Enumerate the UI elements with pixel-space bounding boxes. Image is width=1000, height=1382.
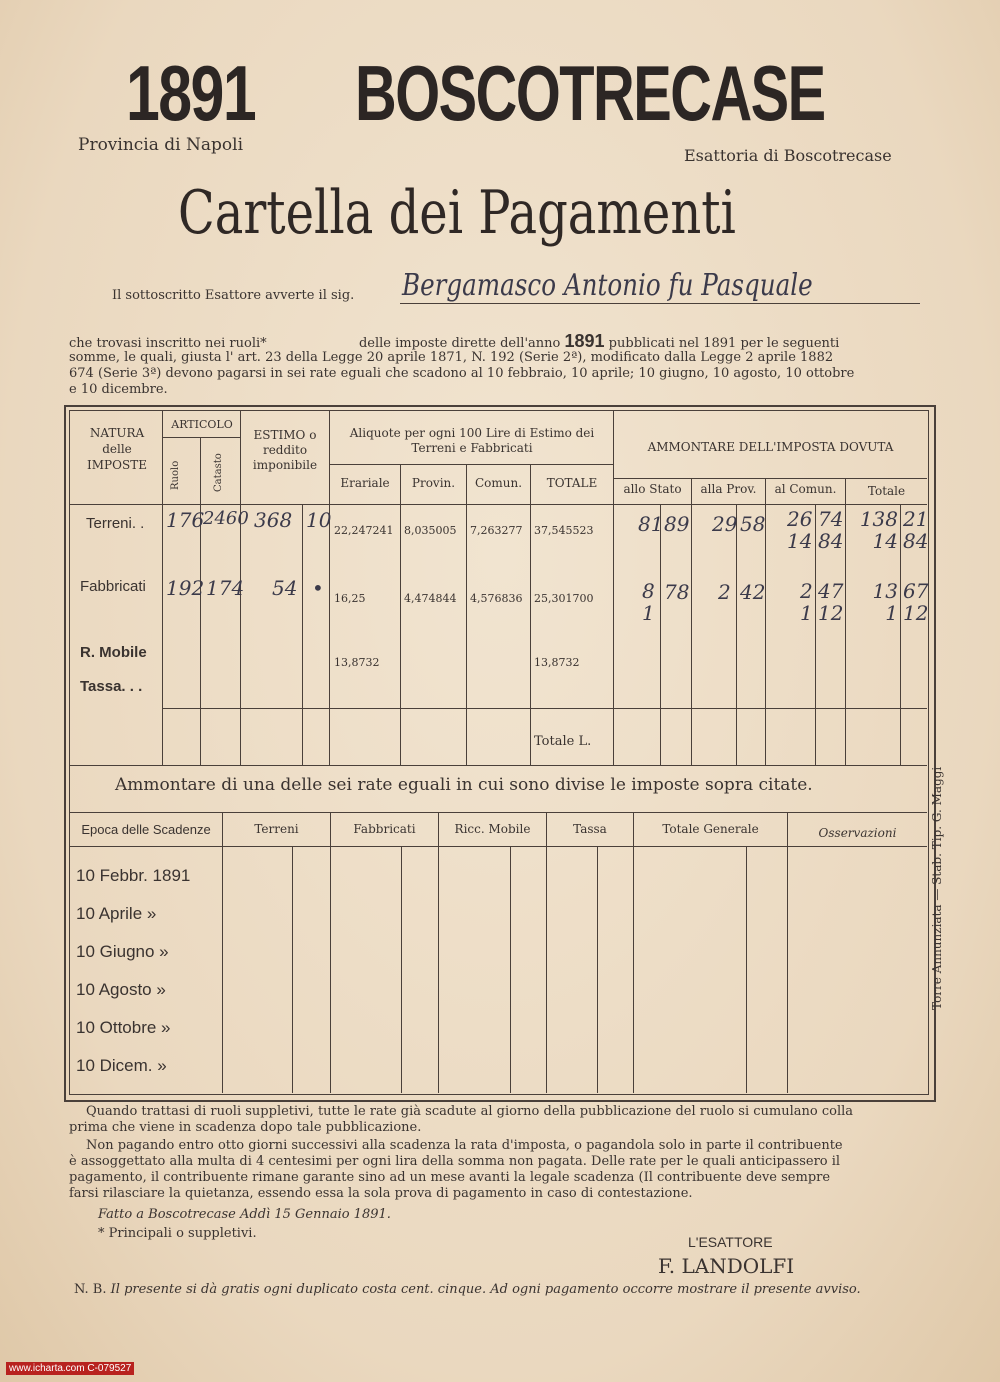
t1-row-tassa-label: Tassa. . . xyxy=(80,678,143,695)
t1-total-line-top xyxy=(162,708,927,709)
t2-cent-line xyxy=(401,846,402,1093)
t1-row-terreni-label: Terreni. . xyxy=(86,515,145,532)
t1-fabbricati-comune: 2 1 xyxy=(800,579,813,625)
t1-col-line xyxy=(466,464,467,765)
t1-terreni-ruolo: 176 xyxy=(166,508,205,532)
esattore-label: L'ESATTORE xyxy=(688,1234,773,1250)
intro-line1-year: 1891 xyxy=(564,331,605,351)
t2-header-bottom xyxy=(69,846,927,847)
t1-fabbricati-comun: 4,576836 xyxy=(470,592,523,605)
t2-cent-line xyxy=(510,846,511,1093)
t1-col-line xyxy=(162,410,163,765)
intro-lead: Il sottoscritto Esattore avverte il sig. xyxy=(112,288,355,303)
t2-col-line xyxy=(222,812,223,1093)
intro-line1-c: pubblicati nel 1891 per le seguenti xyxy=(608,336,840,351)
esattoria-label: Esattoria di Boscotrecase xyxy=(684,146,892,165)
t2-cent-line xyxy=(746,846,747,1093)
t1-terreni-comune-cent: 74 84 xyxy=(818,507,844,553)
t1-terreni-provin: 8,035005 xyxy=(404,524,457,537)
t1-fabbricati-erariale: 16,25 xyxy=(334,592,366,605)
t2-col-line xyxy=(633,812,634,1093)
t2-col-line xyxy=(438,812,439,1093)
t1-cent-line xyxy=(660,504,661,765)
t2-cent-line xyxy=(292,846,293,1093)
intro-line1-b: delle imposte dirette dell'anno xyxy=(358,336,561,351)
t1-col-line xyxy=(691,478,692,765)
t1-header-comun: Comun. xyxy=(474,476,523,490)
t1-fabbricati-tot-cent: 67 12 xyxy=(903,579,929,625)
t2-col-line xyxy=(787,812,788,1093)
t1-header-natura: NATURA delle IMPOSTE xyxy=(87,426,147,472)
intro-line-3: 674 (Serie 3ª) devono pagarsi in sei rate eguali che scadono al 10 febbraio, 10 aprile; 10 giugno, 10 agosto, 10 ottobre xyxy=(69,366,855,381)
t2-date-giugno: 10 Giugno » xyxy=(76,942,169,961)
t1-terreni-estimo: 368 xyxy=(254,508,293,532)
t1-col-line xyxy=(613,410,614,765)
t1-fabbricati-provin: 4,474844 xyxy=(404,592,457,605)
t2-header-terreni: Terreni xyxy=(254,822,299,836)
t1-fabbricati-catasto: 174 xyxy=(206,576,245,600)
t2-header-tassa: Tassa xyxy=(573,822,607,836)
t1-fabbricati-tot: 13 1 xyxy=(872,579,898,625)
t1-terreni-prov-cent: 58 xyxy=(740,512,766,536)
t1-fabbricati-prov-cent: 42 xyxy=(740,580,766,604)
t1-header-catasto: Catasto xyxy=(213,453,224,492)
t1-terreni-stato-cent: 89 xyxy=(664,512,690,536)
nb-label: N. B. xyxy=(74,1282,107,1297)
footer-p2b: è assoggettato alla multa di 4 centesimi per ogni lira della somma non pagata. Delle rate per le quali anticipassero il xyxy=(69,1154,841,1169)
t1-terreni-comun: 7,263277 xyxy=(470,524,523,537)
t1-header-comune: al Comun. xyxy=(774,482,837,496)
footer-p2d: farsi rilasciare la quietanza, essendo essa la sola prova di pagamento in caso di contestazione. xyxy=(69,1186,693,1201)
t2-header-ricc-mobile: Ricc. Mobile xyxy=(454,822,531,836)
t1-rmobile-erariale: 13,8732 xyxy=(334,656,380,669)
t1-fabbricati-comune-cent: 47 12 xyxy=(818,579,844,625)
t1-col-line xyxy=(530,464,531,765)
t1-header-estimo: ESTIMO o reddito imponibile xyxy=(252,428,318,472)
rate-title: Ammontare di una delle sei rate eguali in cui sono divise le imposte sopra citate. xyxy=(115,775,813,795)
t1-subheader-line-2 xyxy=(613,478,927,479)
t1-header-provin: Provin. xyxy=(411,476,456,490)
t1-terreni-totale: 37,545523 xyxy=(534,524,594,537)
t1-terreni-stato: 81 xyxy=(638,512,664,536)
header-year: 1891 xyxy=(126,49,256,137)
t1-header-stato: allo Stato xyxy=(623,482,682,496)
t1-terreni-tot: 138 14 xyxy=(859,507,898,553)
t1-col-line xyxy=(400,464,401,765)
t1-col-line xyxy=(329,410,330,765)
t1-terreni-catasto: 2460 xyxy=(203,508,249,529)
intro-line-4: e 10 dicembre. xyxy=(69,382,168,397)
esattore-name: F. LANDOLFI xyxy=(658,1254,795,1278)
t1-header-aliquote: Aliquote per ogni 100 Lire di Estimo dei Terreni e Fabbricati xyxy=(349,426,595,455)
taxpayer-name: Bergamasco Antonio fu Pasquale xyxy=(402,268,813,303)
t1-rmobile-totale: 13,8732 xyxy=(534,656,580,669)
header-town: BOSCOTRECASE xyxy=(355,49,825,137)
provincia-label: Provincia di Napoli xyxy=(78,135,244,155)
signature-line xyxy=(400,303,920,304)
t1-row-fabbricati-label: Fabbricati xyxy=(80,578,146,595)
t1-header-articolo: ARTICOLO xyxy=(171,418,233,431)
t1-header-ruolo: Ruolo xyxy=(170,460,181,490)
t1-cent-line xyxy=(900,504,901,765)
t1-header-prov: alla Prov. xyxy=(700,482,757,496)
t2-date-dicembre: 10 Dicem. » xyxy=(76,1056,167,1075)
t1-cent-line xyxy=(302,504,303,765)
t1-terreni-prov: 29 xyxy=(712,512,738,536)
t1-terreni-estimo-cent: 10 xyxy=(306,508,332,532)
t1-cent-line xyxy=(736,504,737,765)
t1-terreni-tot-cent: 21 84 xyxy=(903,507,929,553)
footer-fatto: Fatto a Boscotrecase Addì 15 Gennaio 1891. xyxy=(98,1207,391,1222)
t2-header-totale-generale: Totale Generale xyxy=(662,822,759,836)
t1-col-line xyxy=(845,478,846,765)
t2-date-febbraio: 10 Febbr. 1891 xyxy=(76,866,191,885)
t1-fabbricati-prov: 2 xyxy=(718,580,731,604)
document-title: Cartella dei Pagamenti xyxy=(178,178,736,248)
t1-fabbricati-totale: 25,301700 xyxy=(534,592,594,605)
t2-col-line xyxy=(330,812,331,1093)
t2-date-aprile: 10 Aprile » xyxy=(76,904,157,923)
t1-fabbricati-stato-cent: 78 xyxy=(664,580,690,604)
t1-bottom xyxy=(69,765,927,766)
t1-fabbricati-stato: 8 1 xyxy=(642,579,655,625)
footer-p2a: Non pagando entro otto giorni successivi alla scadenza la rata d'imposta, o pagandola solo in parte il contribuente xyxy=(86,1138,843,1153)
t1-cent-line xyxy=(815,504,816,765)
t1-articolo-line xyxy=(162,437,240,438)
footer-p1b: prima che viene in scadenza dopo tale pubblicazione. xyxy=(69,1120,422,1135)
t1-subheader-line xyxy=(329,464,613,465)
nb-note xyxy=(74,1282,861,1298)
t2-header-epoca: Epoca delle Scadenze xyxy=(81,822,211,837)
nb-text: Il presente si dà gratis ogni duplicato costa cent. cinque. Ad ogni pagamento occorre mostrare il presente avviso. xyxy=(110,1282,861,1297)
t2-header-fabbricati: Fabbricati xyxy=(353,822,416,836)
t2-date-ottobre: 10 Ottobre » xyxy=(76,1018,171,1037)
t1-col-line xyxy=(200,437,201,765)
footer-note: * Principali o suppletivi. xyxy=(98,1226,257,1241)
intro-line-2: somme, le quali, giusta l' art. 23 della Legge 20 aprile 1871, N. 192 (Serie 2ª), modificato dalla Legge 2 aprile 1882 xyxy=(69,350,834,365)
t1-terreni-erariale: 22,247241 xyxy=(334,524,394,537)
intro-line1-a: che trovasi inscritto nei ruoli* xyxy=(69,336,267,351)
t1-fabbricati-estimo: 54 xyxy=(272,576,298,600)
t1-totale-label: Totale L. xyxy=(534,734,592,749)
watermark-label: www.icharta.com C-079527 xyxy=(6,1362,134,1375)
printer-credit: Torre Annunziata — Stab. Tip. G. Maggi xyxy=(930,766,944,1010)
t1-header-totale: TOTALE xyxy=(546,476,598,490)
t2-header-osservazioni: Osservazioni xyxy=(818,826,897,840)
t1-header-ammontare: AMMONTARE DELL'IMPOSTA DOVUTA xyxy=(647,440,894,454)
t1-fabbricati-estimo-cent: • xyxy=(312,576,324,600)
t1-row-rmobile-label: R. Mobile xyxy=(80,644,147,661)
t2-top xyxy=(69,812,927,813)
t2-col-line xyxy=(546,812,547,1093)
footer-p1a: Quando trattasi di ruoli suppletivi, tutte le rate già scadute al giorno della pubblicazione del ruolo si cumulano colla xyxy=(86,1104,854,1119)
footer-p2c: pagamento, il contribuente rimane garante sino ad un mese avanti la legale scadenza (Il contribuente deve sempre xyxy=(69,1170,831,1185)
t1-header-tot: Totale xyxy=(867,484,906,498)
t1-header-erariale: Erariale xyxy=(340,476,390,490)
t1-fabbricati-ruolo: 192 xyxy=(166,576,205,600)
t1-terreni-comune: 26 14 xyxy=(787,507,813,553)
t2-cent-line xyxy=(597,846,598,1093)
t2-date-agosto: 10 Agosto » xyxy=(76,980,166,999)
t1-header-bottom xyxy=(69,504,927,505)
